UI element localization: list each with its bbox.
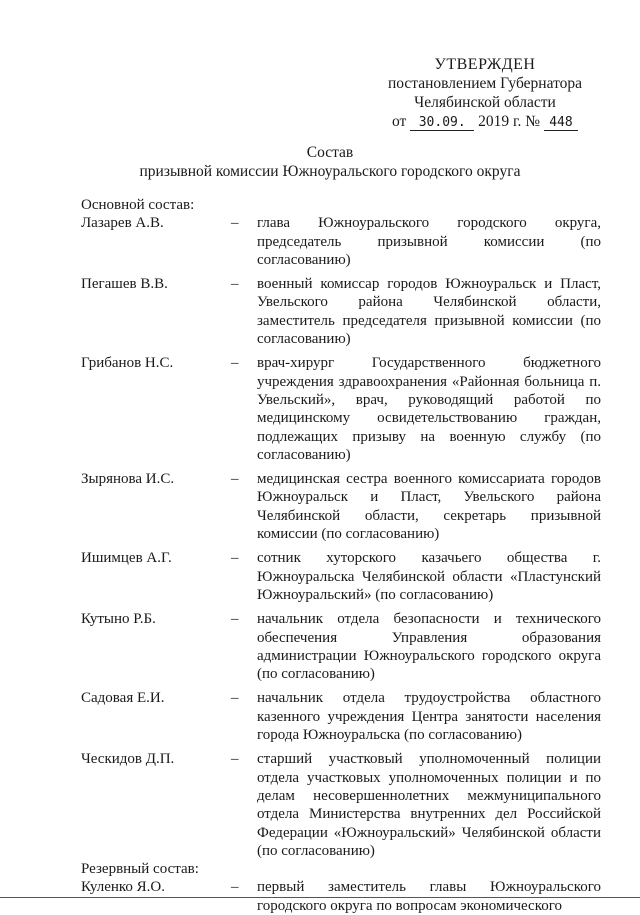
member-row <box>81 549 601 604</box>
member-name: Кутыно Р.Б. <box>81 611 156 628</box>
approval-line-2: Челябинской области <box>414 94 556 111</box>
main-section-heading: Основной состав: <box>81 197 195 213</box>
member-role: первый заместитель главы Южноуральского городского округа по вопросам экономического <box>257 879 601 914</box>
member-dash: – <box>231 471 239 488</box>
member-dash: – <box>231 611 239 628</box>
document-title <box>0 143 640 181</box>
member-row <box>81 689 601 744</box>
member-role: сотник хуторского казачьего общества г. Южноуральска Челябинской области «Пластунский Южноуральский» (по согласованию) <box>257 550 601 603</box>
approval-block <box>380 55 590 131</box>
member-dash: – <box>231 550 239 567</box>
member-dash: – <box>231 879 239 896</box>
approval-line-1: постановлением Губернатора <box>387 75 583 92</box>
member-name: Ишимцев А.Г. <box>81 550 172 567</box>
member-role: старший участковый уполномоченный полиции отдела участковых уполномоченных полиции и по делам несовершеннолетних межмуниципального отдела Министерства внутренних дел Российской Федерации «Южноуральский» Челябинской области (по согласованию) <box>257 751 601 859</box>
member-row <box>81 275 601 348</box>
member-role: медицинская сестра военного комиссариата городов Южноуральск и Пласт, Увельского района Челябинской области, секретарь призывной комиссии (по согласованию) <box>257 471 601 543</box>
title-line-1: Состав <box>306 144 354 161</box>
member-role: начальник отдела трудоустройства областного казенного учреждения Центра занятости населения города Южноуральска (по согласованию) <box>257 690 601 744</box>
member-name: Ческидов Д.П. <box>81 751 175 768</box>
member-name: Пегашев В.В. <box>81 276 168 293</box>
approval-heading: УТВЕРЖДЕН <box>434 56 536 73</box>
bottom-edge-line <box>0 897 640 898</box>
approval-dateline <box>380 112 590 131</box>
member-name: Садовая Е.И. <box>81 690 165 707</box>
member-role: врач-хирург Государственного бюджетного учреждения здравоохранения «Районная больница п. Увельский», врач, руководящий работой по медицинскому освидетельствованию граждан, подлежащих призыву на военную службу (по согласованию) <box>257 355 601 463</box>
member-role: начальник отдела безопасности и технического обеспечения Управления образования администрации Южноуральского городского округа (по согласованию) <box>257 611 601 683</box>
member-name: Зырянова И.С. <box>81 471 175 488</box>
member-dash: – <box>231 355 239 372</box>
approval-from: от <box>392 113 407 130</box>
title-line-2: призывной комиссии Южноуральского городского округа <box>139 163 521 180</box>
commission-roster <box>81 196 601 915</box>
member-role: глава Южноуральского городского округа, председатель призывной комиссии (по согласованию) <box>257 215 601 268</box>
member-name: Лазарев А.В. <box>81 215 164 232</box>
member-dash: – <box>231 276 239 293</box>
member-row <box>81 470 601 543</box>
reserve-section-heading: Резервный состав: <box>81 861 199 878</box>
member-row <box>81 354 601 464</box>
approval-year: 2019 г. № <box>478 113 541 130</box>
member-dash: – <box>231 215 239 232</box>
member-name: Грибанов Н.С. <box>81 355 174 372</box>
member-dash: – <box>231 751 239 768</box>
approval-date: 30.09. <box>410 115 474 131</box>
member-row <box>81 214 601 269</box>
main-member-list <box>81 214 601 860</box>
member-name: Куленко Я.О. <box>81 879 166 896</box>
member-role: военный комиссар городов Южноуральск и Пласт, Увельского района Челябинской области, заместитель председателя призывной комиссии (по согласованию) <box>257 276 601 348</box>
approval-number: 448 <box>544 115 578 131</box>
member-row <box>81 610 601 683</box>
member-dash: – <box>231 690 239 707</box>
member-row <box>81 750 601 860</box>
